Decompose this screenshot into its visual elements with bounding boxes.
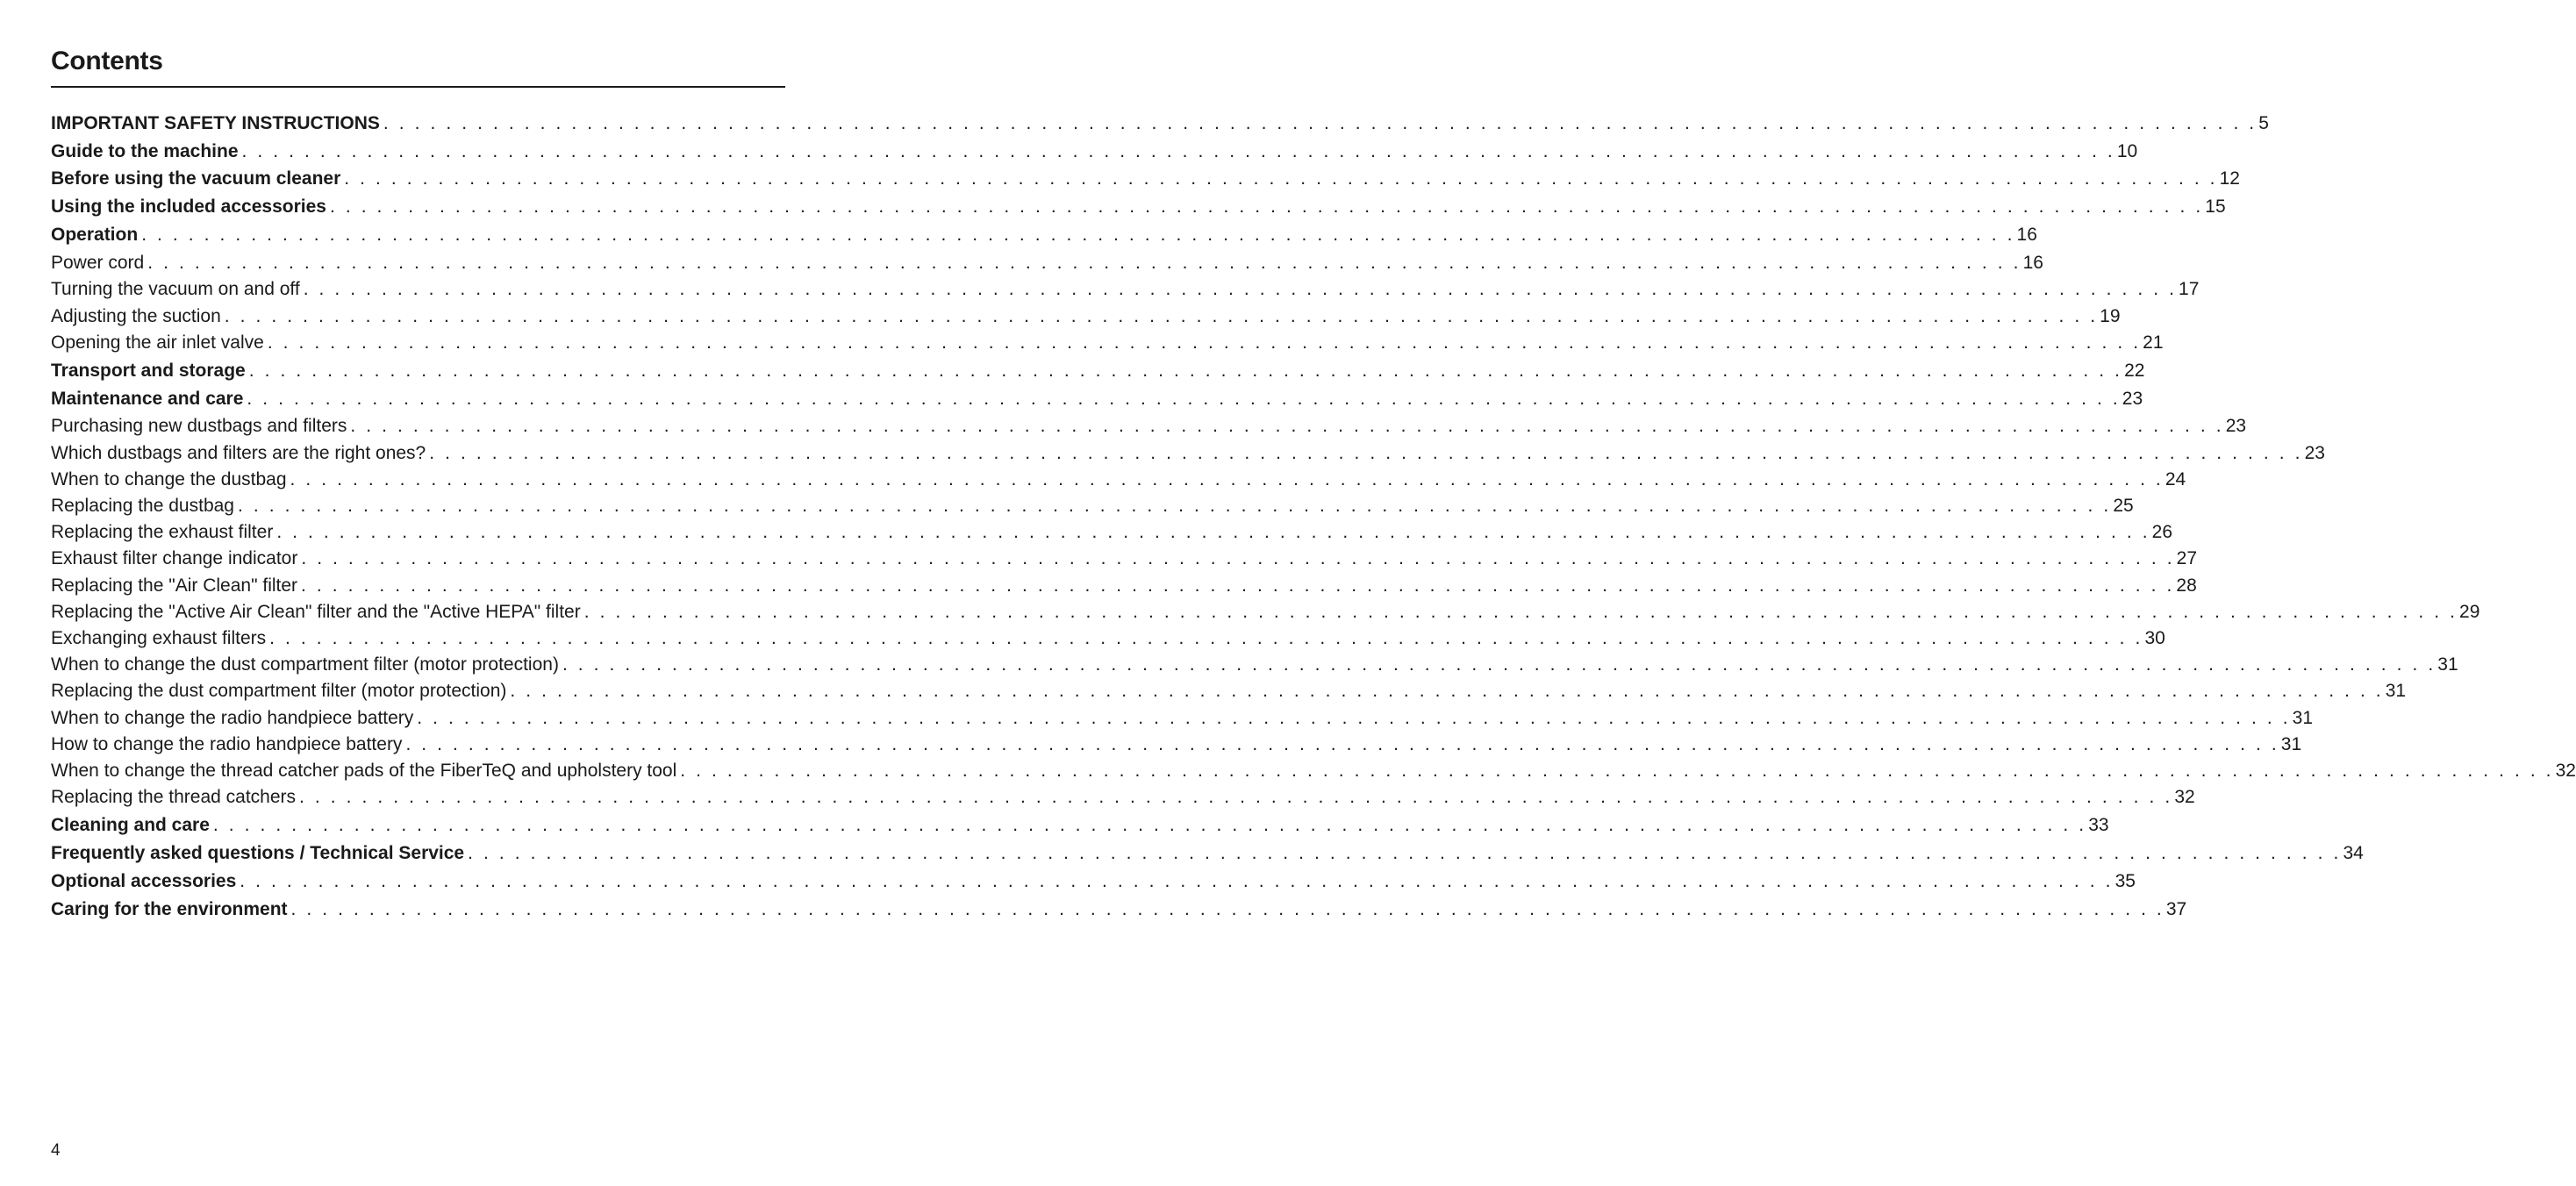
toc-entry-label: Replacing the "Active Air Clean" filter and the "Active HEPA" filter xyxy=(51,601,581,622)
toc-entry-label: Opening the air inlet valve xyxy=(51,332,264,353)
toc-dot-leader: . . . . . . . . . . . . . . . . . . . . . . . . . . . . . . . . . . . . . . . . . . . . . . . . . . . . . . . . . . . . . . . . . . . . . . . . . . . . . . . . . . . . . . . . . . . . . . . . . . . . . . . . . . . . . . . . . . . . . . . . xyxy=(303,279,2178,300)
toc-dot-leader: . . . . . . . . . . . . . . . . . . . . . . . . . . . . . . . . . . . . . . . . . . . . . . . . . . . . . . . . . . . . . . . . . . . . . . . . . . . . . . . . . . . . . . . . . . . . . . . . . . . . . . . . . . . . . . . . . . . . . . . . xyxy=(301,548,2175,569)
toc-entry-label: Replacing the dust compartment filter (motor protection) xyxy=(51,681,507,702)
toc-dot-leader: . . . . . . . . . . . . . . . . . . . . . . . . . . . . . . . . . . . . . . . . . . . . . . . . . . . . . . . . . . . . . . . . . . . . . . . . . . . . . . . . . . . . . . . . . . . . . . . . . . . . . . . . . . . . . . . . . . . . . . . . xyxy=(212,815,2087,836)
toc-entry-page-number: 31 xyxy=(2292,707,2313,728)
toc-entry-page-number: 30 xyxy=(2144,628,2165,649)
toc-entry-label: Caring for the environment xyxy=(51,898,288,919)
toc-entry-label: When to change the dustbag xyxy=(51,468,287,489)
toc-entry-label: IMPORTANT SAFETY INSTRUCTIONS xyxy=(51,112,380,133)
toc-subsection-entry[interactable] xyxy=(51,758,2576,784)
toc-entry-page-number: 33 xyxy=(2088,815,2109,836)
toc-subsection-entry[interactable] xyxy=(51,304,2121,330)
toc-dot-leader: . . . . . . . . . . . . . . . . . . . . . . . . . . . . . . . . . . . . . . . . . . . . . . . . . . . . . . . . . . . . . . . . . . . . . . . . . . . . . . . . . . . . . . . . . . . . . . . . . . . . . . . . . . . . . . . . . . . . . . . . xyxy=(290,898,2165,919)
toc-entry-page-number: 22 xyxy=(2124,360,2145,381)
toc-entry-label: Which dustbags and filters are the right ones? xyxy=(51,442,426,463)
toc-entry-page-number: 23 xyxy=(2122,388,2143,409)
toc-section-entry[interactable] xyxy=(51,840,2364,867)
toc-section-entry[interactable] xyxy=(51,812,2109,839)
toc-entry-label: How to change the radio handpiece battery xyxy=(51,733,403,754)
toc-entry-label: Frequently asked questions / Technical Service xyxy=(51,843,465,864)
toc-entry-page-number: 26 xyxy=(2151,522,2173,543)
toc-section-entry[interactable] xyxy=(51,139,2138,165)
toc-entry-label: Exhaust filter change indicator xyxy=(51,548,298,569)
toc-entry-page-number: 17 xyxy=(2179,279,2200,300)
toc-entry-label: When to change the thread catcher pads of the FiberTeQ and upholstery tool xyxy=(51,761,677,782)
toc-entry-page-number: 27 xyxy=(2176,548,2198,569)
toc-dot-leader: . . . . . . . . . . . . . . . . . . . . . . . . . . . . . . . . . . . . . . . . . . . . . . . . . . . . . . . . . . . . . . . . . . . . . . . . . . . . . . . . . . . . . . . . . . . . . . . . . . . . . . . . . . . . . . . . . . . . . . . . xyxy=(299,787,2173,808)
toc-dot-leader: . . . . . . . . . . . . . . . . . . . . . . . . . . . . . . . . . . . . . . . . . . . . . . . . . . . . . . . . . . . . . . . . . . . . . . . . . . . . . . . . . . . . . . . . . . . . . . . . . . . . . . . . . . . . . . . . . . . . . . . . xyxy=(290,468,2164,489)
toc-entry-label: Cleaning and care xyxy=(51,815,210,836)
toc-entry-page-number: 35 xyxy=(2114,870,2136,891)
toc-entry-page-number: 32 xyxy=(2174,787,2195,808)
toc-entry-label: Guide to the machine xyxy=(51,140,239,161)
toc-entry-page-number: 31 xyxy=(2280,733,2302,754)
toc-entry-page-number: 21 xyxy=(2143,332,2164,353)
toc-entry-page-number: 16 xyxy=(2022,253,2043,274)
toc-entry-page-number: 31 xyxy=(2437,654,2458,675)
toc-entry-page-number: 28 xyxy=(2176,575,2197,596)
toc-entry-page-number: 37 xyxy=(2165,898,2187,919)
toc-entry-label: Replacing the thread catchers xyxy=(51,787,296,808)
toc-subsection-entry[interactable] xyxy=(51,467,2186,493)
toc-dot-leader: . . . . . . . . . . . . . . . . . . . . . . . . . . . . . . . . . . . . . . . . . . . . . . . . . . . . . . . . . . . . . . . . . . . . . . . . . . . . . . . . . . . . . . . . . . . . . . . . . . . . . . . . . . . . . . . . . . . . . . . . xyxy=(240,870,2114,891)
toc-dot-leader: . . . . . . . . . . . . . . . . . . . . . . . . . . . . . . . . . . . . . . . . . . . . . . . . . . . . . . . . . . . . . . . . . . . . . . . . . . . . . . . . . . . . . . . . . . . . . . . . . . . . . . . . . . . . . . . . . . . . . . . . xyxy=(562,654,2436,675)
toc-section-entry[interactable] xyxy=(51,194,2226,220)
toc-subsection-entry[interactable] xyxy=(51,493,2134,519)
toc-dot-leader: . . . . . . . . . . . . . . . . . . . . . . . . . . . . . . . . . . . . . . . . . . . . . . . . . . . . . . . . . . . . . . . . . . . . . . . . . . . . . . . . . . . . . . . . . . . . . . . . . . . . . . . . . . . . . . . . . . . . . . . . xyxy=(468,843,2342,864)
toc-subsection-entry[interactable] xyxy=(51,440,2325,467)
toc-entry-label: When to change the radio handpiece battery xyxy=(51,707,414,728)
toc-subsection-entry[interactable] xyxy=(51,732,2302,758)
toc-section-entry[interactable] xyxy=(51,386,2143,412)
toc-entry-page-number: 19 xyxy=(2100,305,2121,326)
toc-dot-leader: . . . . . . . . . . . . . . . . . . . . . . . . . . . . . . . . . . . . . . . . . . . . . . . . . . . . . . . . . . . . . . . . . . . . . . . . . . . . . . . . . . . . . . . . . . . . . . . . . . . . . . . . . . . . . . . . . . . . . . . . xyxy=(238,496,2112,517)
toc-entry-label: Purchasing new dustbags and filters xyxy=(51,416,347,437)
toc-entry-page-number: 25 xyxy=(2113,496,2134,517)
toc-entry-label: Operation xyxy=(51,225,139,246)
toc-subsection-entry[interactable] xyxy=(51,705,2313,732)
toc-dot-leader: . . . . . . . . . . . . . . . . . . . . . . . . . . . . . . . . . . . . . . . . . . . . . . . . . . . . . . . . . . . . . . . . . . . . . . . . . . . . . . . . . . . . . . . . . . . . . . . . . . . . . . . . . . . . . . . . . . . . . . . . xyxy=(276,522,2150,543)
toc-subsection-entry[interactable] xyxy=(51,784,2195,811)
page-number: 4 xyxy=(51,1141,61,1160)
toc-dot-leader: . . . . . . . . . . . . . . . . . . . . . . . . . . . . . . . . . . . . . . . . . . . . . . . . . . . . . . . . . . . . . . . . . . . . . . . . . . . . . . . . . . . . . . . . . . . . . . . . . . . . . . . . . . . . . . . . . . . . . . . . xyxy=(301,575,2175,596)
toc-dot-leader: . . . . . . . . . . . . . . . . . . . . . . . . . . . . . . . . . . . . . . . . . . . . . . . . . . . . . . . . . . . . . . . . . . . . . . . . . . . . . . . . . . . . . . . . . . . . . . . . . . . . . . . . . . . . . . . . . . . . . . . . xyxy=(329,196,2204,218)
toc-entry-label: Optional accessories xyxy=(51,870,237,891)
table-of-contents xyxy=(51,109,2576,925)
toc-entry-page-number: 10 xyxy=(2116,140,2138,161)
toc-section-entry[interactable] xyxy=(51,897,2187,923)
toc-subsection-entry[interactable] xyxy=(51,546,2198,572)
toc-dot-leader: . . . . . . . . . . . . . . . . . . . . . . . . . . . . . . . . . . . . . . . . . . . . . . . . . . . . . . . . . . . . . . . . . . . . . . . . . . . . . . . . . . . . . . . . . . . . . . . . . . . . . . . . . . . . . . . . . . . . . . . . xyxy=(383,112,2258,133)
toc-entry-label: When to change the dust compartment filter (motor protection) xyxy=(51,654,559,675)
toc-entry-label: Power cord xyxy=(51,253,145,274)
toc-subsection-entry[interactable] xyxy=(51,599,2480,625)
toc-subsection-entry[interactable] xyxy=(51,519,2173,546)
toc-entry-label: Adjusting the suction xyxy=(51,305,221,326)
toc-subsection-entry[interactable] xyxy=(51,625,2165,652)
toc-entry-page-number: 12 xyxy=(2219,168,2240,189)
page-title: Contents xyxy=(51,46,163,75)
toc-section-entry[interactable] xyxy=(51,111,2269,137)
toc-entry-label: Transport and storage xyxy=(51,360,246,381)
toc-dot-leader: . . . . . . . . . . . . . . . . . . . . . . . . . . . . . . . . . . . . . . . . . . . . . . . . . . . . . . . . . . . . . . . . . . . . . . . . . . . . . . . . . . . . . . . . . . . . . . . . . . . . . . . . . . . . . . . . . . . . . . . . xyxy=(248,360,2123,381)
toc-subsection-entry[interactable] xyxy=(51,330,2164,356)
toc-entry-label: Maintenance and care xyxy=(51,388,244,409)
toc-entry-label: Replacing the dustbag xyxy=(51,496,234,517)
toc-subsection-entry[interactable] xyxy=(51,276,2200,303)
toc-dot-leader: . . . . . . . . . . . . . . . . . . . . . . . . . . . . . . . . . . . . . . . . . . . . . . . . . . . . . . . . . . . . . . . . . . . . . . . . . . . . . . . . . . . . . . . . . . . . . . . . . . . . . . . . . . . . . . . . . . . . . . . . xyxy=(267,332,2142,353)
toc-entry-label: Before using the vacuum cleaner xyxy=(51,168,341,189)
toc-subsection-entry[interactable] xyxy=(51,678,2407,704)
toc-entry-page-number: 16 xyxy=(2016,225,2037,246)
toc-entry-page-number: 24 xyxy=(2165,468,2186,489)
toc-entry-label: Exchanging exhaust filters xyxy=(51,628,267,649)
toc-entry-page-number: 31 xyxy=(2385,681,2407,702)
toc-dot-leader: . . . . . . . . . . . . . . . . . . . . . . . . . . . . . . . . . . . . . . . . . . . . . . . . . . . . . . . . . . . . . . . . . . . . . . . . . . . . . . . . . . . . . . . . . . . . . . . . . . . . . . . . . . . . . . . . . . . . . . . . xyxy=(583,601,2458,622)
toc-entry-label: Using the included accessories xyxy=(51,196,326,218)
toc-entry-page-number: 23 xyxy=(2225,416,2247,437)
toc-dot-leader: . . . . . . . . . . . . . . . . . . . . . . . . . . . . . . . . . . . . . . . . . . . . . . . . . . . . . . . . . . . . . . . . . . . . . . . . . . . . . . . . . . . . . . . . . . . . . . . . . . . . . . . . . . . . . . . . . . . . . . . . xyxy=(344,168,2218,189)
toc-dot-leader: . . . . . . . . . . . . . . . . . . . . . . . . . . . . . . . . . . . . . . . . . . . . . . . . . . . . . . . . . . . . . . . . . . . . . . . . . . . . . . . . . . . . . . . . . . . . . . . . . . . . . . . . . . . . . . . . . . . . . . . . xyxy=(269,628,2143,649)
toc-dot-leader: . . . . . . . . . . . . . . . . . . . . . . . . . . . . . . . . . . . . . . . . . . . . . . . . . . . . . . . . . . . . . . . . . . . . . . . . . . . . . . . . . . . . . . . . . . . . . . . . . . . . . . . . . . . . . . . . . . . . . . . . xyxy=(141,225,2015,246)
toc-subsection-entry[interactable] xyxy=(51,573,2197,599)
toc-entry-page-number: 32 xyxy=(2555,761,2576,782)
toc-dot-leader: . . . . . . . . . . . . . . . . . . . . . . . . . . . . . . . . . . . . . . . . . . . . . . . . . . . . . . . . . . . . . . . . . . . . . . . . . . . . . . . . . . . . . . . . . . . . . . . . . . . . . . . . . . . . . . . . . . . . . . . . xyxy=(510,681,2384,702)
toc-entry-page-number: 5 xyxy=(2258,112,2269,133)
title-divider xyxy=(51,86,785,88)
toc-entry-label: Replacing the exhaust filter xyxy=(51,522,274,543)
toc-dot-leader: . . . . . . . . . . . . . . . . . . . . . . . . . . . . . . . . . . . . . . . . . . . . . . . . . . . . . . . . . . . . . . . . . . . . . . . . . . . . . . . . . . . . . . . . . . . . . . . . . . . . . . . . . . . . . . . . . . . . . . . . xyxy=(405,733,2279,754)
toc-entry-page-number: 15 xyxy=(2205,196,2226,218)
toc-dot-leader: . . . . . . . . . . . . . . . . . . . . . . . . . . . . . . . . . . . . . . . . . . . . . . . . . . . . . . . . . . . . . . . . . . . . . . . . . . . . . . . . . . . . . . . . . . . . . . . . . . . . . . . . . . . . . . . . . . . . . . . . xyxy=(429,442,2303,463)
toc-entry-page-number: 23 xyxy=(2304,442,2325,463)
toc-dot-leader: . . . . . . . . . . . . . . . . . . . . . . . . . . . . . . . . . . . . . . . . . . . . . . . . . . . . . . . . . . . . . . . . . . . . . . . . . . . . . . . . . . . . . . . . . . . . . . . . . . . . . . . . . . . . . . . . . . . . . . . . xyxy=(247,388,2121,409)
toc-entry-label: Turning the vacuum on and off xyxy=(51,279,300,300)
toc-dot-leader: . . . . . . . . . . . . . . . . . . . . . . . . . . . . . . . . . . . . . . . . . . . . . . . . . . . . . . . . . . . . . . . . . . . . . . . . . . . . . . . . . . . . . . . . . . . . . . . . . . . . . . . . . . . . . . . . . . . . . . . . xyxy=(417,707,2291,728)
toc-section-entry[interactable] xyxy=(51,358,2145,384)
toc-entry-page-number: 34 xyxy=(2343,843,2364,864)
toc-dot-leader: . . . . . . . . . . . . . . . . . . . . . . . . . . . . . . . . . . . . . . . . . . . . . . . . . . . . . . . . . . . . . . . . . . . . . . . . . . . . . . . . . . . . . . . . . . . . . . . . . . . . . . . . . . . . . . . . . . . . . . . . xyxy=(241,140,2115,161)
toc-section-entry[interactable] xyxy=(51,222,2037,248)
toc-entry-label: Replacing the "Air Clean" filter xyxy=(51,575,298,596)
toc-subsection-entry[interactable] xyxy=(51,652,2458,678)
toc-dot-leader: . . . . . . . . . . . . . . . . . . . . . . . . . . . . . . . . . . . . . . . . . . . . . . . . . . . . . . . . . . . . . . . . . . . . . . . . . . . . . . . . . . . . . . . . . . . . . . . . . . . . . . . . . . . . . . . . . . . . . . . . xyxy=(224,305,2099,326)
toc-subsection-entry[interactable] xyxy=(51,250,2043,276)
toc-section-entry[interactable] xyxy=(51,166,2240,192)
toc-subsection-entry[interactable] xyxy=(51,413,2247,439)
toc-dot-leader: . . . . . . . . . . . . . . . . . . . . . . . . . . . . . . . . . . . . . . . . . . . . . . . . . . . . . . . . . . . . . . . . . . . . . . . . . . . . . . . . . . . . . . . . . . . . . . . . . . . . . . . . . . . . . . . . . . . . . . . . xyxy=(680,761,2554,782)
toc-dot-leader: . . . . . . . . . . . . . . . . . . . . . . . . . . . . . . . . . . . . . . . . . . . . . . . . . . . . . . . . . . . . . . . . . . . . . . . . . . . . . . . . . . . . . . . . . . . . . . . . . . . . . . . . . . . . . . . . . . . . . . . . xyxy=(350,416,2224,437)
toc-entry-page-number: 29 xyxy=(2459,601,2480,622)
toc-section-entry[interactable] xyxy=(51,868,2136,895)
toc-dot-leader: . . . . . . . . . . . . . . . . . . . . . . . . . . . . . . . . . . . . . . . . . . . . . . . . . . . . . . . . . . . . . . . . . . . . . . . . . . . . . . . . . . . . . . . . . . . . . . . . . . . . . . . . . . . . . . . . . . . . . . . . xyxy=(147,253,2021,274)
